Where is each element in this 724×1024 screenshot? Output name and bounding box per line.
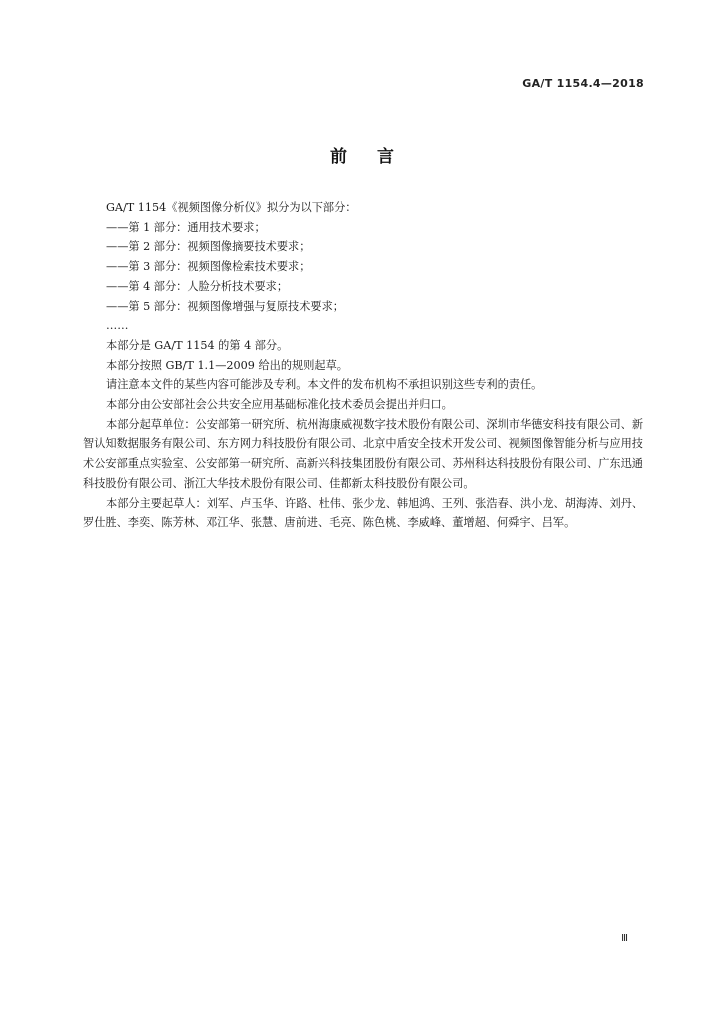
statement-drafting-rules: 本部分按照 GB/T 1.1—2009 给出的规则起草。 [106, 358, 348, 372]
page-number: Ⅲ [621, 933, 628, 944]
statement-part-number: 本部分是 GA/T 1154 的第 4 部分。 [106, 338, 289, 352]
statement-proposer: 本部分由公安部社会公共安全应用基础标准化技术委员会提出并归口。 [106, 398, 453, 412]
intro-line: GA/T 1154《视频图像分析仪》拟分为以下部分： [106, 201, 357, 214]
drafting-units-paragraph: 本部分起草单位：公安部第一研究所、杭州海康威视数字技术股份有限公司、深圳市华德安科技有限公司、新智认知数据服务有限公司、东方网力科技股份有限公司、北京中盾安全技术开发公司、视频图像智能分析与应用技术公安部重点实验室、公安部第一研究所、高新兴科技集团股份有限公司、苏州科达科技股份有限公司、广东迅通科技股份有限公司、浙江大华技术股份有限公司、佳都新太科技股份有限公司。 [83, 417, 644, 490]
drafters-paragraph: 本部分主要起草人：刘军、卢玉华、许路、杜伟、张少龙、韩旭鸿、王列、张浩春、洪小龙、胡海涛、刘丹、罗仕胜、李奕、陈芳林、邓江华、张慧、唐前进、毛亮、陈色桃、李威峰、董增超、何舜宇、吕军。 [83, 496, 644, 530]
part-list-item: ——第 5 部分：视频图像增强与复原技术要求； [106, 299, 344, 313]
statement-patent-notice: 请注意本文件的某些内容可能涉及专利。本文件的发布机构不承担识别这些专利的责任。 [106, 378, 543, 392]
part-list-item: ——第 2 部分：视频图像摘要技术要求； [106, 240, 311, 254]
part-list-item: ——第 1 部分：通用技术要求； [106, 220, 266, 234]
page-title: 前言 [330, 147, 424, 167]
document-code: GA/T 1154.4—2018 [522, 77, 644, 90]
part-list-item: ——第 3 部分：视频图像检索技术要求； [106, 260, 311, 274]
part-list-ellipsis: …… [106, 319, 129, 333]
part-list-item: ——第 4 部分：人脸分析技术要求； [106, 279, 289, 293]
foreword-body [83, 198, 643, 533]
